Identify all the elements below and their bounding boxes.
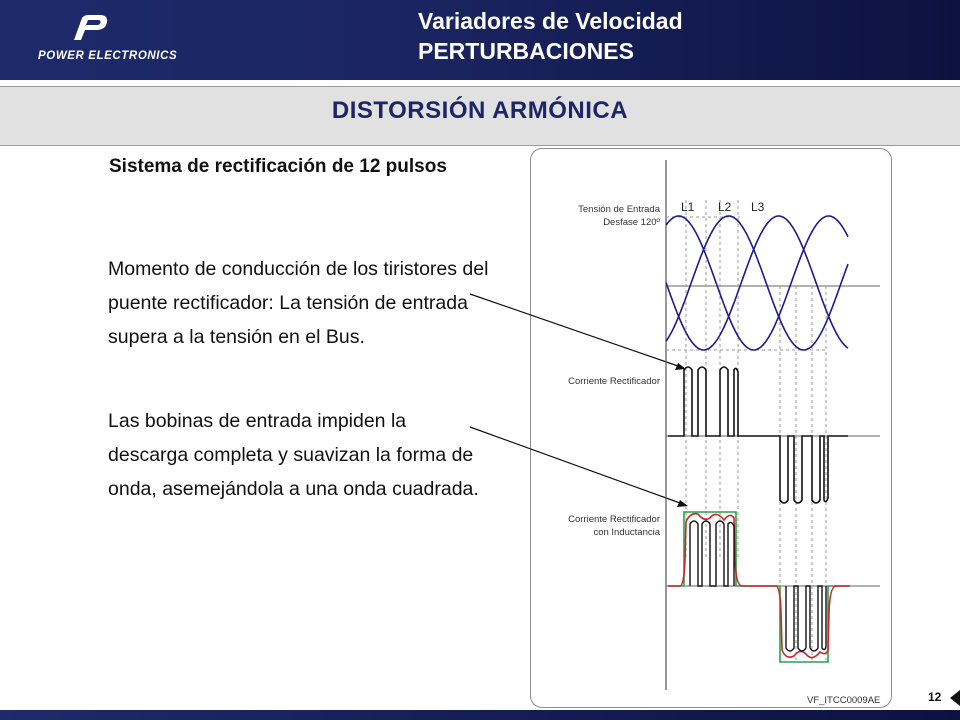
phase-label-l2: L2 xyxy=(718,200,732,214)
label-rectifier-current: Corriente Rectificador xyxy=(568,376,660,387)
label-input-voltage: Tensión de Entrada xyxy=(578,204,660,215)
callout-arrow-inductance xyxy=(470,427,688,507)
figure-reference-code: VF_ITCC0009AE xyxy=(807,695,881,706)
label-phase-shift: Desfase 120º xyxy=(603,217,660,228)
sine-wave-l2 xyxy=(666,216,848,350)
conduction-guides xyxy=(686,200,826,660)
label-with-inductance: con Inductancia xyxy=(593,527,660,538)
input-voltage-waves xyxy=(666,216,848,350)
section-title: DISTORSIÓN ARMÓNICA xyxy=(331,97,629,124)
brand-name: POWER ELECTRONICS xyxy=(38,50,178,62)
sine-wave-l1 xyxy=(666,216,848,350)
phase-label-l3: L3 xyxy=(751,200,765,214)
paragraph-inductance: Las bobinas de entrada impiden la descarga completa y suavizan la forma de onda, asemejándola a una onda cuadrada. xyxy=(108,410,479,500)
label-rectifier-current-inductance: Corriente Rectificador xyxy=(568,514,660,525)
next-arrow-icon[interactable] xyxy=(950,690,960,706)
callout-arrow-conduction xyxy=(470,294,686,370)
rectifier-current-trace xyxy=(668,367,848,503)
content-subtitle: Sistema de rectificación de 12 pulsos xyxy=(109,156,447,177)
phase-label-l1: L1 xyxy=(681,200,695,214)
footer-bar xyxy=(0,710,960,720)
page-subtitle: PERTURBACIONES xyxy=(418,38,634,64)
sine-wave-l3 xyxy=(666,216,848,350)
page-number: 12 xyxy=(928,690,942,704)
paragraph-conduction: Momento de conducción de los tiristores del puente rectificador: La tensión de entrada supera a la tensión en el Bus. xyxy=(108,258,489,348)
page-title: Variadores de Velocidad xyxy=(418,8,683,34)
